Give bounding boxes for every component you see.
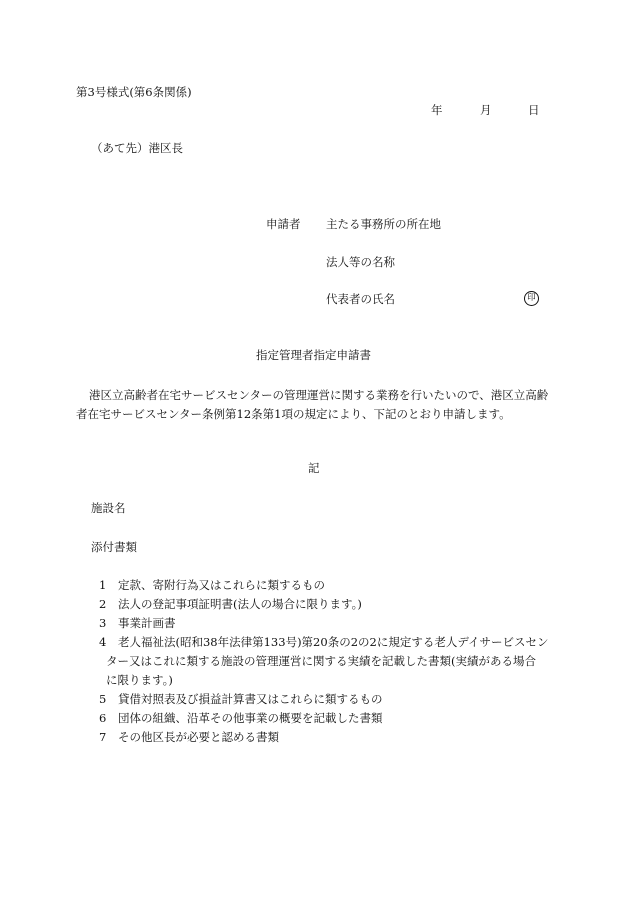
corporation-name-label: 法人等の名称: [326, 255, 395, 269]
item-number: 2: [99, 597, 107, 611]
item-text: 老人福祉法(昭和38年法律第133号)第20条の2の2に規定する老人デイサービスセン: [118, 635, 549, 649]
item-number: 3: [99, 616, 107, 630]
item-text: 貸借対照表及び損益計算書又はこれらに類するもの: [118, 692, 383, 706]
ki-heading: 記: [308, 461, 320, 475]
item-text: 定款、寄附行為又はこれらに類するもの: [118, 578, 325, 592]
application-body: 港区立高齢者在宅サービスセンターの管理運営に関する業務を行いたいので、港区立高齢者在宅サービスセンター条例第12条第1項の規定により、下記のとおり申請します。: [76, 388, 549, 421]
item-text: その他区長が必要と認める書類: [118, 730, 279, 744]
item-number: 1: [99, 578, 107, 592]
list-item: [99, 709, 559, 728]
item-text-continued: ター又はこれに類する施設の管理運営に関する実績を記載した書類(実績がある場合: [106, 654, 536, 668]
facility-name-label: 施設名: [91, 501, 126, 515]
list-item: [99, 633, 559, 690]
representative-name-label: 代表者の氏名: [326, 292, 395, 306]
item-text-continued: に限ります。): [106, 673, 173, 687]
date-year: 年: [431, 103, 443, 117]
addressee: （あて先）港区長: [91, 141, 183, 155]
document-title: 指定管理者指定申請書: [256, 348, 371, 362]
item-text: 団体の組織、沿革その他事業の概要を記載した書類: [118, 711, 383, 725]
list-item: [99, 728, 559, 747]
seal-mark: 印: [524, 291, 539, 306]
list-item: [99, 614, 559, 633]
date-day: 日: [528, 103, 540, 117]
item-text: 法人の登記事項証明書(法人の場合に限ります。): [118, 597, 362, 611]
attachments-label: 添付書類: [91, 540, 137, 554]
item-number: 6: [99, 711, 107, 725]
list-item: [99, 595, 559, 614]
item-number: 4: [99, 635, 107, 649]
attachment-list: [99, 576, 559, 747]
address-label: 主たる事務所の所在地: [326, 217, 441, 231]
item-number: 5: [99, 692, 107, 706]
form-number: 第3号様式(第6条関係): [76, 85, 192, 99]
list-item: [99, 576, 559, 595]
date-month: 月: [480, 103, 492, 117]
item-number: 7: [99, 730, 107, 744]
item-text: 事業計画書: [118, 616, 176, 630]
applicant-label: 申請者: [266, 217, 301, 231]
list-item: [99, 690, 559, 709]
